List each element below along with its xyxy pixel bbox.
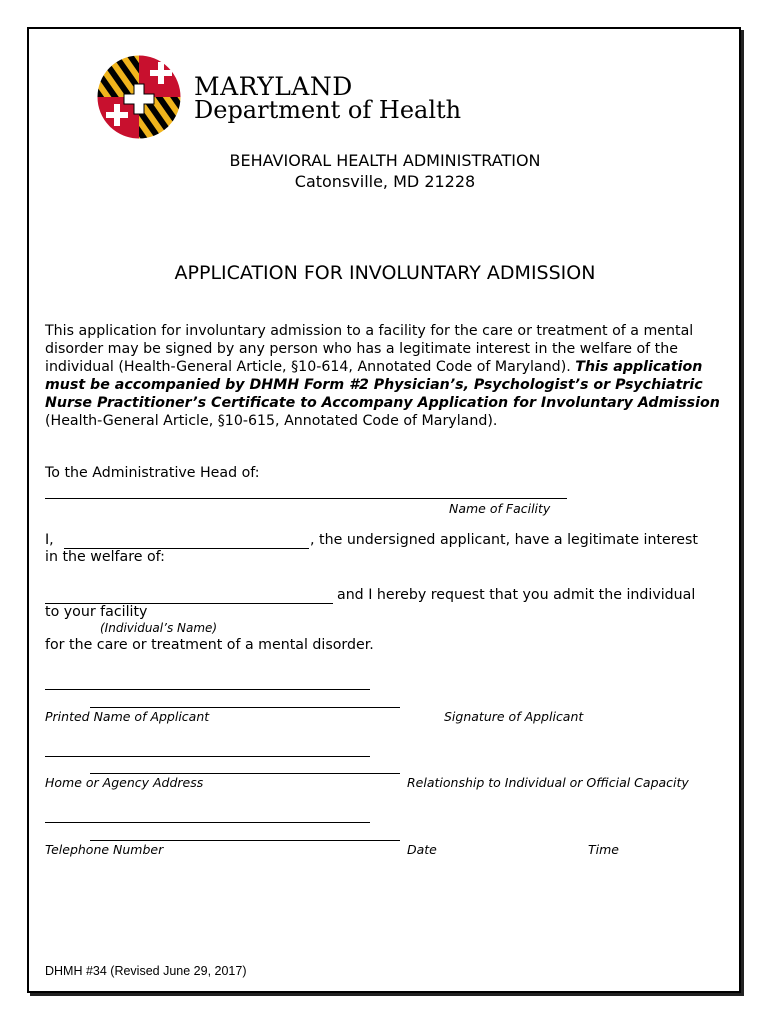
- printed-name-label: Printed Name of Applicant: [45, 709, 210, 724]
- welfare-of: in the welfare of:: [45, 549, 165, 565]
- telephone-field[interactable]: [45, 822, 370, 823]
- date-label: Date: [407, 842, 437, 857]
- date-time-field[interactable]: [90, 840, 400, 841]
- intro-plain: This application for involuntary admission to a facility for the care or treatment of a mental disorder may be signed by any person who has a legitimate interest in the welfare of the individual (Health-General Article, §10-614, Annotated Code of Maryland).: [45, 323, 694, 375]
- facility-name-field[interactable]: [45, 498, 567, 499]
- telephone-label: Telephone Number: [45, 842, 164, 857]
- brand-maryland: MARYLAND: [194, 72, 353, 101]
- time-label: Time: [588, 842, 619, 857]
- care-text: for the care or treatment of a mental disorder.: [45, 637, 374, 653]
- relationship-label: Relationship to Individual or Official Capacity: [407, 775, 689, 790]
- facility-caption: Name of Facility: [449, 501, 551, 516]
- signature-label: Signature of Applicant: [444, 709, 584, 724]
- request-text: and I hereby request that you admit the individual: [337, 587, 696, 603]
- printed-name-field[interactable]: [45, 689, 370, 690]
- brand-department: Department of Health: [194, 96, 462, 124]
- intro-bold: This application must be accompanied by DHMH Form #2 Physician’s, Psychologist’s or Psychiatric Nurse Practitioner’s Certificate to Accompany Application for Involuntary Admission: [45, 359, 720, 411]
- maryland-flag-logo: [96, 54, 182, 140]
- signature-field[interactable]: [90, 707, 400, 708]
- intro-paragraph: [45, 322, 735, 430]
- address-label: Home or Agency Address: [45, 775, 204, 790]
- applicant-suffix: , the undersigned applicant, have a legitimate interest: [310, 532, 698, 548]
- form-title: APPLICATION FOR INVOLUNTARY ADMISSION: [174, 262, 596, 284]
- form-revision: DHMH #34 (Revised June 29, 2017): [45, 964, 247, 978]
- applicant-prefix: I,: [45, 532, 54, 548]
- administration-name: BEHAVIORAL HEALTH ADMINISTRATION: [229, 151, 541, 170]
- to-administrative-head: To the Administrative Head of:: [45, 465, 260, 481]
- to-facility: to your facility: [45, 604, 148, 620]
- relationship-field[interactable]: [90, 773, 400, 774]
- administration-location: Catonsville, MD 21228: [294, 172, 476, 191]
- intro-tail: (Health-General Article, §10-615, Annotated Code of Maryland).: [45, 413, 498, 429]
- individual-caption: (Individual’s Name): [100, 621, 218, 635]
- address-field[interactable]: [45, 756, 370, 757]
